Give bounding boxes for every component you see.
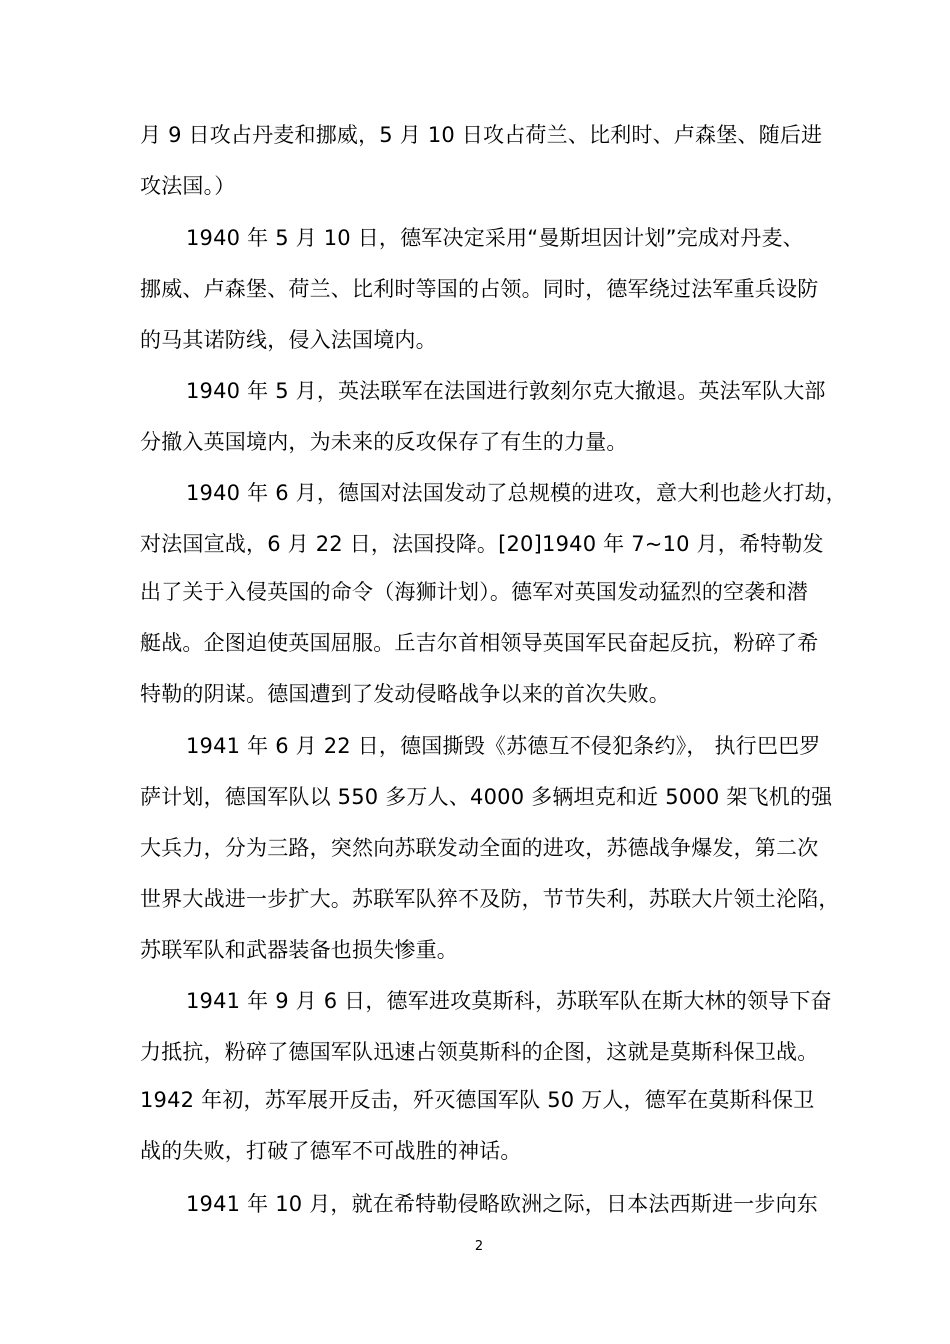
text-line: 特勒的阴谋。德国遭到了发动侵略战争以来的首次失败。 (140, 682, 670, 706)
paragraph-first-line: 1940 年 6 月，德国对法国发动了总规模的进攻，意大利也趁火打劫， (186, 481, 847, 505)
page-number: 2 (474, 1239, 484, 1254)
text-line: 的马其诺防线，侵入法国境内。 (140, 328, 437, 352)
text-line: 艇战。企图迫使英国屈服。丘吉尔首相领导英国军民奋起反抗，粉碎了希 (140, 631, 819, 655)
text-line: 世界大战进一步扩大。苏联军队猝不及防，节节失利，苏联大片领土沦陷， (140, 887, 840, 911)
paragraph-first-line: 1940 年 5 月，英法联军在法国进行敦刻尔克大撤退。英法军队大部 (186, 379, 826, 403)
text-line: 分撤入英国境内，为未来的反攻保存了有生的力量。 (140, 430, 628, 454)
paragraph-first-line: 1940 年 5 月 10 日，德军决定采用“曼斯坦因计划”完成对丹麦、 (186, 226, 804, 250)
text-line: 挪威、卢森堡、荷兰、比利时等国的占领。同时，德军绕过法军重兵设防 (140, 277, 819, 301)
paragraph-first-line: 1941 年 9 月 6 日，德军进攻莫斯科，苏联军队在斯大林的领导下奋 (186, 989, 832, 1013)
text-line: 力抵抗，粉碎了德国军队迅速占领莫斯科的企图，这就是莫斯科保卫战。 (140, 1040, 819, 1064)
text-line: 对法国宣战，6 月 22 日，法国投降。[20]1940 年 7~10 月，希特勒发 (140, 532, 824, 556)
text-line: 战的失败，打破了德军不可战胜的神话。 (140, 1139, 522, 1163)
text-line: 1942 年初，苏军展开反击，歼灭德国军队 50 万人，德军在莫斯科保卫 (140, 1088, 815, 1112)
paragraph-first-line: 1941 年 6 月 22 日，德国撕毁《苏德互不侵犯条约》， 执行巴巴罗 (186, 734, 821, 758)
text-line: 大兵力，分为三路，突然向苏联发动全面的进攻，苏德战争爆发，第二次 (140, 836, 819, 860)
text-line: 攻法国。） (140, 174, 236, 198)
text-line: 萨计划，德国军队以 550 多万人、4000 多辆坦克和近 5000 架飞机的强 (140, 785, 833, 809)
text-line: 出了关于入侵英国的命令（海狮计划）。德军对英国发动猛烈的空袭和潜 (140, 580, 808, 604)
paragraph-first-line: 1941 年 10 月，就在希特勒侵略欧洲之际，日本法西斯进一步向东 (186, 1192, 818, 1216)
text-line: 月 9 日攻占丹麦和挪威，5 月 10 日攻占荷兰、比利时、卢森堡、随后进 (140, 123, 823, 147)
text-line: 苏联军队和武器装备也损失惨重。 (140, 938, 458, 962)
